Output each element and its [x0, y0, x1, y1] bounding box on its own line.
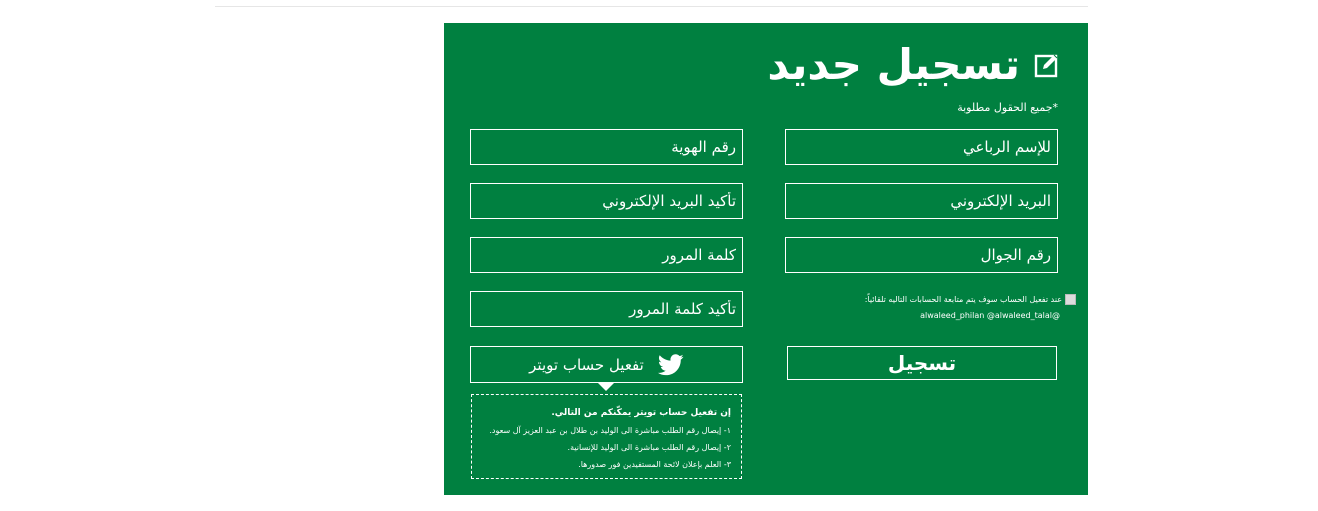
- registration-panel: [444, 23, 1088, 495]
- activate-twitter-label: تفعيل حساب تويتر: [529, 355, 644, 374]
- follow-accounts-handles: @alwaleed_philan @alwaleed_talal: [920, 311, 1060, 320]
- twitter-benefit-item: ٢- إيصال رقم الطلب مباشرة الى الوليد للإنسانية.: [567, 443, 731, 452]
- twitter-benefits-box: [471, 394, 742, 479]
- title-row: [767, 41, 1060, 89]
- national-id-input[interactable]: [470, 129, 743, 165]
- follow-accounts-option: [804, 292, 1062, 324]
- password-confirm-input[interactable]: [470, 291, 743, 327]
- twitter-benefit-item: ١- إيصال رقم الطلب مباشرة الى الوليد بن طلال بن عبد العزيز آل سعود.: [489, 426, 731, 435]
- activate-twitter-button[interactable]: [470, 346, 743, 383]
- twitter-benefits-heading: إن تفعيل حساب تويتر يمكّنكم من التالي.: [551, 408, 731, 418]
- page-title: تسجيل جديد: [767, 40, 1020, 89]
- full-name-input[interactable]: [785, 129, 1058, 165]
- mobile-input[interactable]: [785, 237, 1058, 273]
- register-button[interactable]: تسجيل: [787, 346, 1057, 380]
- follow-accounts-checkbox[interactable]: [1065, 294, 1076, 305]
- top-divider: [215, 6, 1088, 7]
- tooltip-pointer: [598, 383, 614, 391]
- email-input[interactable]: [785, 183, 1058, 219]
- twitter-bird-icon: [658, 354, 684, 376]
- required-note: *جميع الحقول مطلوبة: [957, 101, 1058, 114]
- follow-accounts-label: عند تفعيل الحساب سوف يتم متابعة الحسابات التاليه تلقائياً:: [864, 295, 1062, 304]
- edit-icon: [1034, 52, 1060, 78]
- password-input[interactable]: [470, 237, 743, 273]
- email-confirm-input[interactable]: [470, 183, 743, 219]
- twitter-benefit-item: ٣- العلم بإعلان لائحة المستفيدين فور صدورها.: [578, 460, 731, 469]
